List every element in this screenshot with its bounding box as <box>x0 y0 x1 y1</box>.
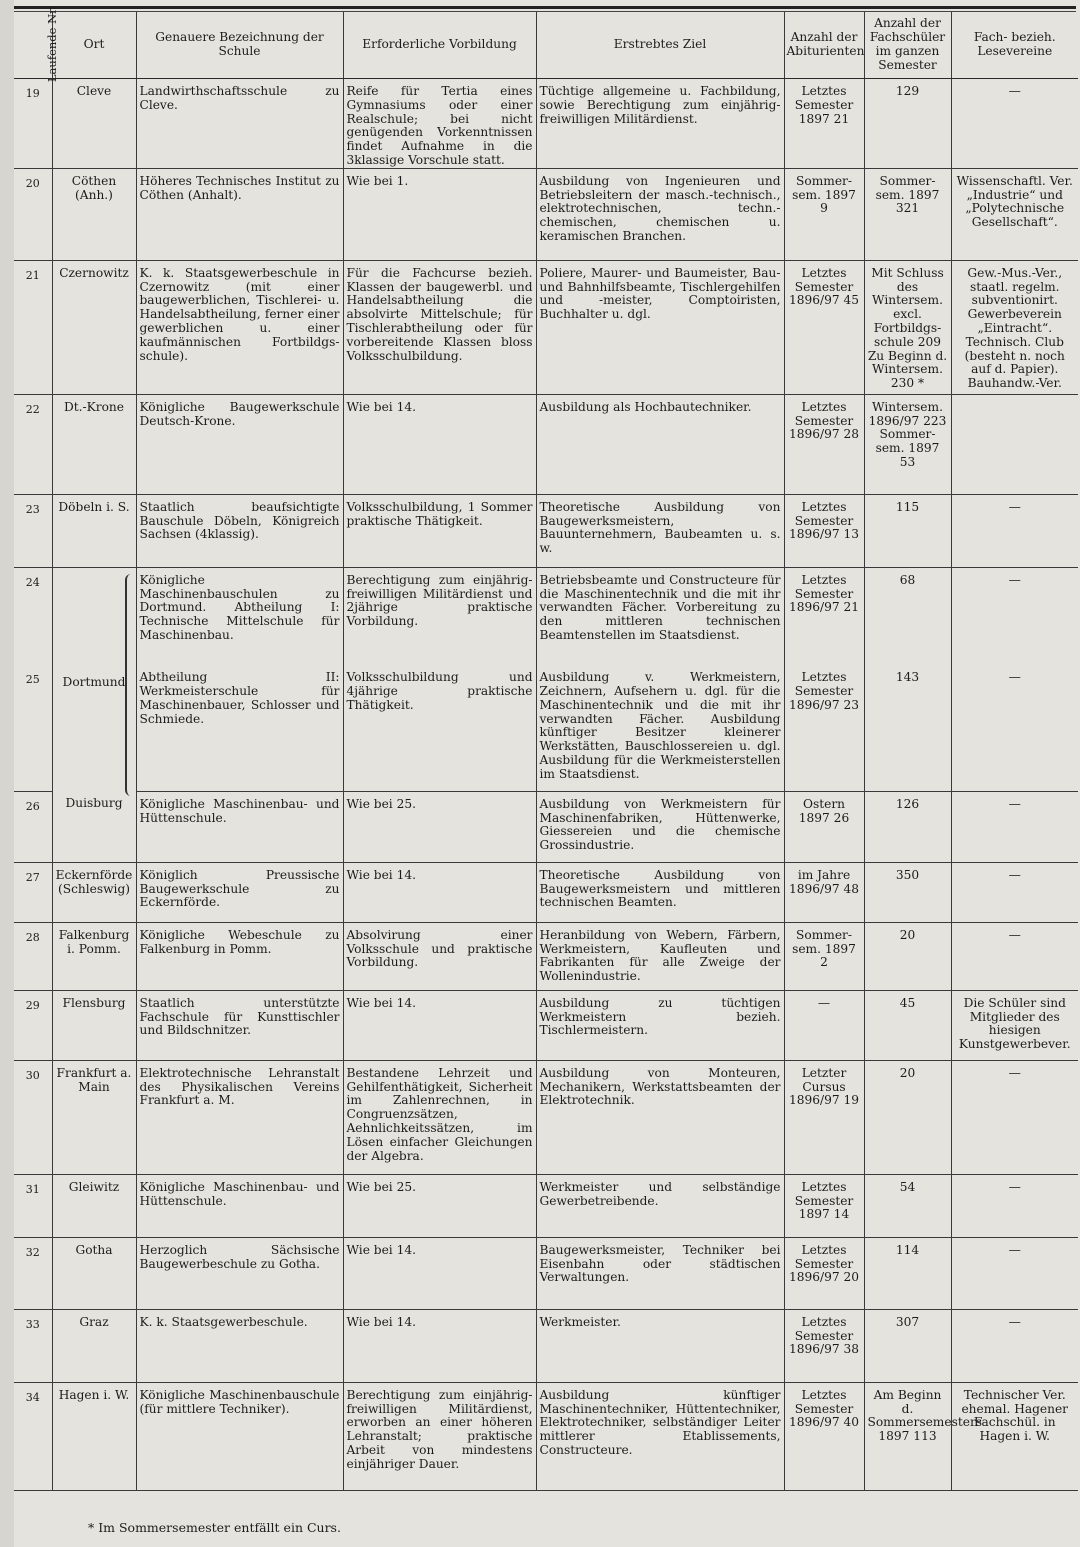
table-row: 30 Frankfurt a. Main Elektrotechnische Lehranstalt des Physikalischen Vereins Frankfurt a. M. Bestandene Lehrzeit und Gehilfenthätigkeit, Sicherheit im Zahlenrechnen, in Congruenzsätzen, Aehnlichkeitssätzen, im Lösen einfacher Gleichungen der Algebra. Ausbildung von Monteuren, Mechanikern, Werkstattsbeamten der Elektrotechnik. Letzter Cursus 1896/97 19 20 — <box>14 1060 1078 1174</box>
top-rule <box>14 6 1076 9</box>
table-row: 28 Falkenburg i. Pomm. Königliche Webeschule zu Falkenburg in Pomm. Absolvirung einer Volksschule und praktische Vorbildung. Heranbildung von Webern, Färbern, Werkmeistern, Kaufleuten und Fabrikanten für alle Zweige der Wollenindustrie. Sommer-sem. 1897 2 20 — <box>14 922 1078 990</box>
table-row: 22 Dt.-Krone Königliche Baugewerkschule Deutsch-Krone. Wie bei 14. Ausbildung als Hochbautechniker. Letztes Semester 1896/97 28 Wintersem. 1896/97 223 Sommer-sem. 1897 53 <box>14 394 1078 494</box>
header-abiturienten: Anzahl der Abiturienten <box>784 12 864 79</box>
table-row: 24 Dortmund Königliche Maschinenbauschulen zu Dortmund. Abtheilung I: Technische Mittelschule für Maschinenbau. Berechtigung zum einjährig-freiwilligen Militärdienst und 2jährige praktische Vorbildung. Betriebsbeamte und Constructeure für die Maschinentechnik und die mit ihr verwandten Fächer. Vorbereitung zu den mittleren technischen Beamtenstellen im Staatsdienst. Letztes Semester 1896/97 21 68 — <box>14 567 1078 665</box>
dortmund-brace <box>125 574 136 796</box>
header-bezeichnung: Genauere Bezeichnung der Schule <box>136 12 343 79</box>
table-row: 20 Cöthen (Anh.) Höheres Technisches Institut zu Cöthen (Anhalt). Wie bei 1. Ausbildung von Ingenieuren und Betriebsleitern der masch.-technisch., elektrotechnischen, techn.-chemischen, chemischen u. keramischen Branchen. Sommer-sem. 1897 9 Sommer-sem. 1897 321 Wissenschaftl. Ver. „Industrie“ und „Polytechnische Gesellschaft“. <box>14 168 1078 260</box>
header-vorbildung: Erforderliche Vorbildung <box>343 12 536 79</box>
header-nr: Laufende Nr. <box>14 12 52 79</box>
footnote: * Im Sommersemester entfällt ein Curs. <box>88 1520 341 1535</box>
table-row: 32 Gotha Herzoglich Sächsische Baugewerbeschule zu Gotha. Wie bei 14. Baugewerksmeister, Techniker bei Eisenbahn oder städtischen Verwaltungen. Letztes Semester 1896/97 20 114 — <box>14 1237 1078 1309</box>
table-row: 27 Eckernförde (Schleswig) Königlich Preussische Baugewerkschule zu Eckernförde. Wie bei 14. Theoretische Ausbildung von Baugewerksmeistern und mittleren technischen Beamten. im Jahre 1896/97 48 350 — <box>14 862 1078 922</box>
header-ziel: Erstrebtes Ziel <box>536 12 784 79</box>
table-row: 19 Cleve Landwirthschaftsschule zu Cleve. Reife für Tertia eines Gymnasiums oder einer Realschule; bei nicht genügenden Vorkenntnissen findet Aufnahme in die 3klassige Vorschule statt. Tüchtige allgemeine u. Fachbildung, sowie Berechtigung zum einjährig-freiwilligen Militärdienst. Letztes Semester 1897 21 129 — <box>14 79 1078 169</box>
header-ort: Ort <box>52 12 136 79</box>
table-row: 34 Hagen i. W. Königliche Maschinenbauschule (für mittlere Techniker). Berechtigung zum einjährig-freiwilligen Militärdienst, erworben an einer höheren Lehranstalt; praktische Arbeit von mindestens einjähriger Dauer. Ausbildung künftiger Maschinentechniker, Hüttentechniker, Elektrotechniker, selbständiger Leiter mittlerer Etablissements, Constructeure. Letztes Semester 1896/97 40 Am Beginn d. Sommersemesters 1897 113 Technischer Ver. ehemal. Hagener Fachschül. in Hagen i. W. <box>14 1382 1078 1490</box>
schools-table <box>14 6 1078 1491</box>
header-lesevereine: Fach- bezieh. Lesevereine <box>951 12 1078 79</box>
table-row: 26 Duisburg Königliche Maschinenbau- und Hüttenschule. Wie bei 25. Ausbildung von Werkmeistern für Maschinenfabriken, Hüttenwerke, Giessereien und die chemische Grossindustrie. Ostern 1897 26 126 — <box>14 791 1078 862</box>
table-row: 21 Czernowitz K. k. Staatsgewerbeschule in Czernowitz (mit einer baugewerblichen, Tischlerei- u. Handelsabtheilung, ferner einer gewerblichen u. einer kaufmännischen Fortbildgs-schule). Für die Fachcurse bezieh. Klassen der baugewerbl. und Handelsabtheilung die absolvirte Mittelschule; für Tischlerabtheilung oder für vorbereitende Klassen bloss Volksschulbildung. Poliere, Maurer- und Baumeister, Bau- und Bahnhilfsbeamte, Tischlergehilfen und -meister, Comptoiristen, Buchhalter u. dgl. Letztes Semester 1896/97 45 Mit Schluss des Wintersem. excl. Fortbildgs-schule 209 Zu Beginn d. Wintersem. 230 * Gew.-Mus.-Ver., staatl. regelm. subventionirt. Gewerbeverein „Eintracht“. Technisch. Club (besteht n. noch auf d. Papier). Bauhandw.-Ver. <box>14 260 1078 394</box>
table-row: 25 Abtheilung II: Werkmeisterschule für Maschinenbauer, Schlosser und Schmiede. Volksschulbildung und 4jährige praktische Thätigkeit. Ausbildung v. Werkmeistern, Zeichnern, Aufsehern u. dgl. für die Maschinentechnik und die mit ihr verwandten Fächer. Ausbildung künftiger Besitzer kleinerer Werkstätten, Bauschlossereien u. dgl. Ausbildung für die Werkmeisterstellen im Staatsdienst. Letztes Semester 1896/97 23 143 — <box>14 665 1078 791</box>
header-fachschueler: Anzahl der Fachschüler im ganzen Semester <box>864 12 951 79</box>
table-row: 31 Gleiwitz Königliche Maschinenbau- und Hüttenschule. Wie bei 25. Werkmeister und selbständige Gewerbetreibende. Letztes Semester 1897 14 54 — <box>14 1174 1078 1237</box>
table-row: 23 Döbeln i. S. Staatlich beaufsichtigte Bauschule Döbeln, Königreich Sachsen (4klassig). Volksschulbildung, 1 Sommer praktische Thätigkeit. Theoretische Ausbildung von Baugewerksmeistern, Bauunternehmern, Baubeamten u. s. w. Letztes Semester 1896/97 13 115 — <box>14 494 1078 567</box>
header-row <box>14 12 1078 79</box>
page-fold-shadow <box>0 0 14 1547</box>
table-row: 33 Graz K. k. Staatsgewerbeschule. Wie bei 14. Werkmeister. Letztes Semester 1896/97 38 307 — <box>14 1309 1078 1382</box>
table-row: 29 Flensburg Staatlich unterstützte Fachschule für Kunsttischler und Bildschnitzer. Wie bei 14. Ausbildung zu tüchtigen Werkmeistern bezieh. Tischlermeistern. — 45 Die Schüler sind Mitglieder des hiesigen Kunstgewerbever. <box>14 990 1078 1060</box>
